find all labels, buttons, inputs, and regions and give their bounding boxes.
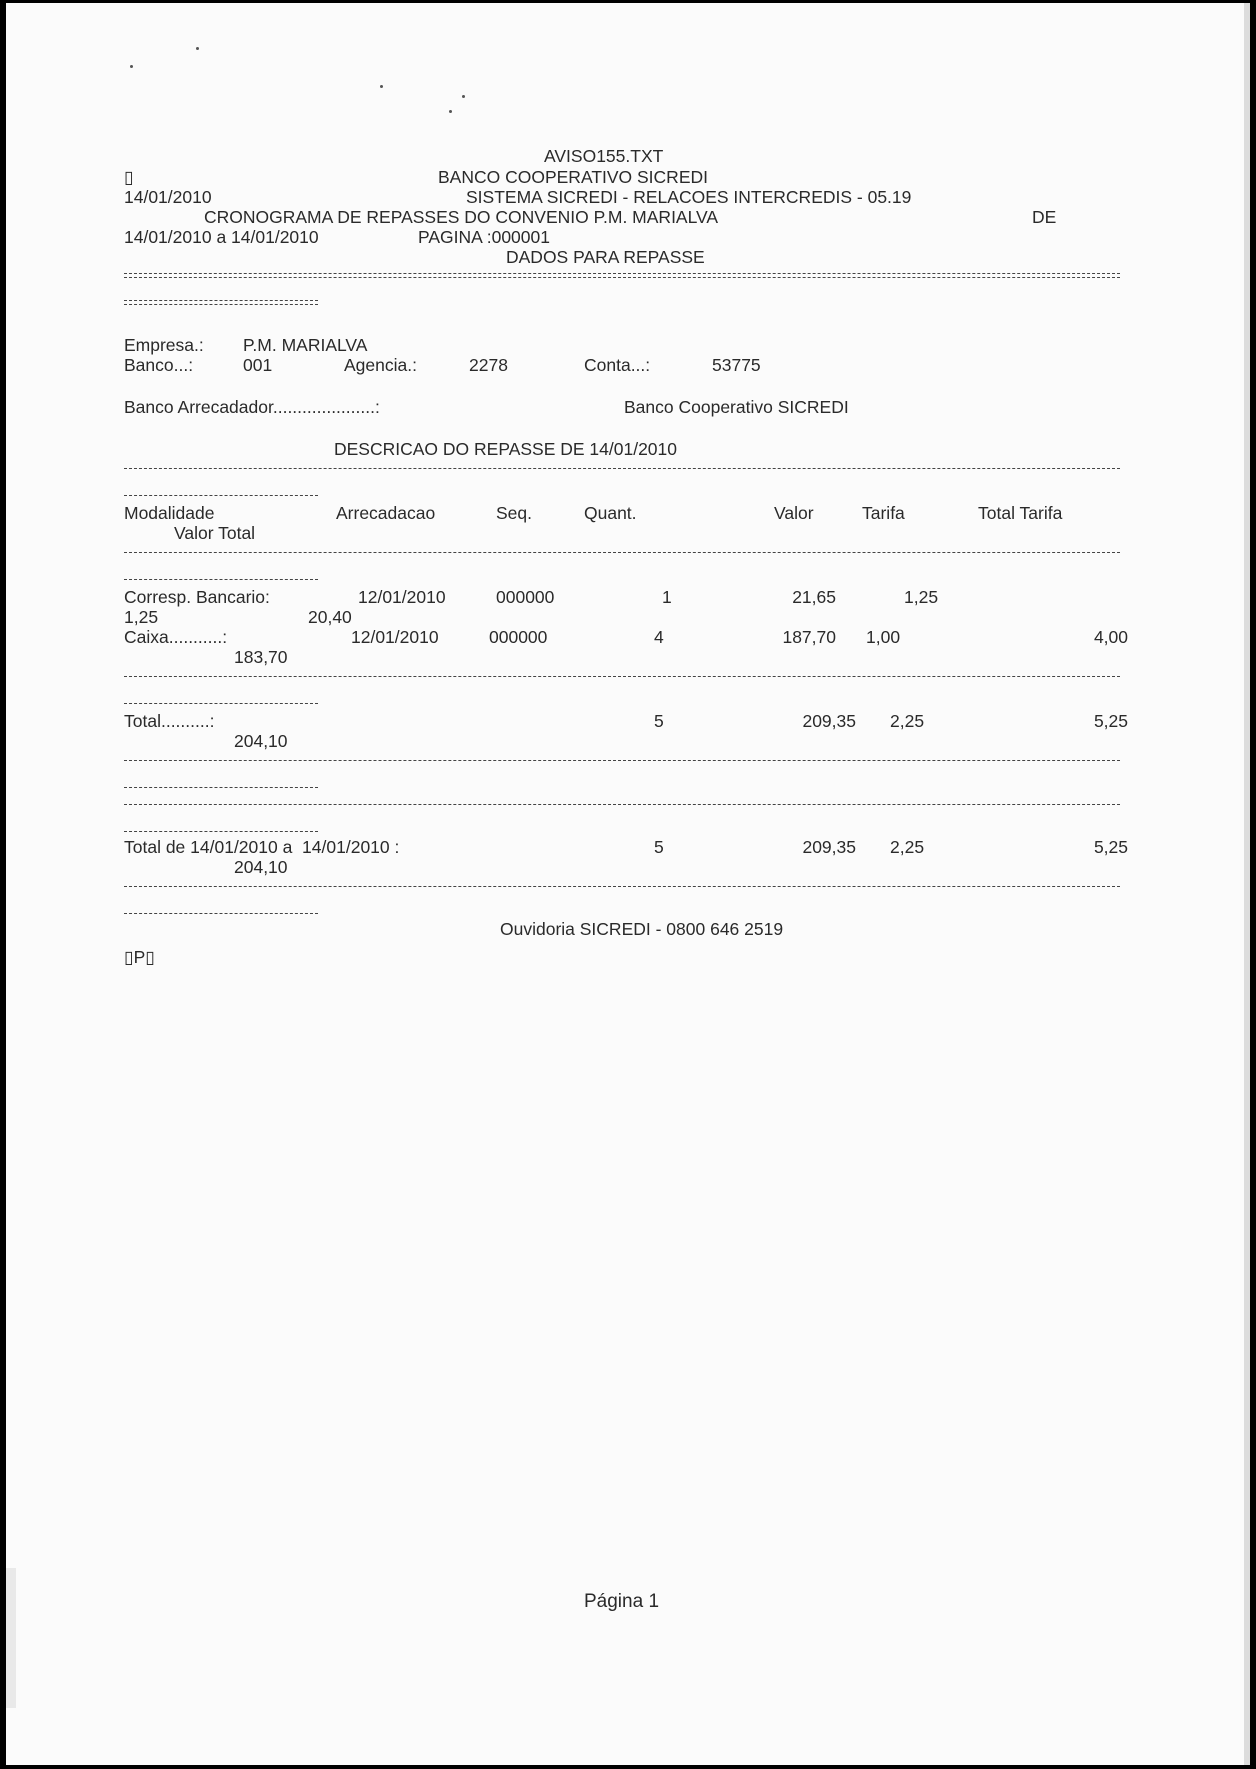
row-arrecadacao: 12/01/2010: [351, 627, 439, 647]
dash-rule: [124, 760, 1120, 761]
report-period: 14/01/2010 a 14/01/2010: [124, 227, 319, 247]
banco-label: Banco...:: [124, 355, 194, 375]
report-date: 14/01/2010: [124, 187, 212, 207]
row-modalidade: Corresp. Bancario:: [124, 587, 270, 607]
row-seq: 000000: [496, 587, 555, 607]
dash-rule: [124, 468, 1120, 469]
page-footer: Página 1: [584, 1591, 660, 1612]
dash-rule-cont: [124, 913, 318, 914]
empresa-value: P.M. MARIALVA: [243, 335, 368, 355]
agencia-value: 2278: [469, 355, 508, 375]
row-arrecadacao: 12/01/2010: [358, 587, 446, 607]
schedule-title: CRONOGRAMA DE REPASSES DO CONVENIO P.M. MARIALVA: [204, 207, 719, 227]
row-seq: 000000: [489, 627, 548, 647]
dash-rule: [124, 804, 1120, 805]
dash-rule-cont: [124, 787, 318, 788]
description-title: DESCRICAO DO REPASSE DE 14/01/2010: [334, 439, 678, 459]
double-rule: [124, 273, 1120, 280]
scan-speck: [196, 47, 199, 50]
scan-speck: [462, 95, 465, 98]
scan-speck: [130, 65, 133, 68]
col-total-tarifa: Total Tarifa: [978, 503, 1063, 523]
col-arrecadacao: Arrecadacao: [336, 503, 436, 523]
dash-rule-cont: [124, 831, 318, 832]
dash-rule: [124, 552, 1120, 553]
dash-rule: [124, 676, 1120, 677]
col-valor: Valor: [774, 503, 814, 523]
banco-value: 001: [243, 355, 273, 375]
row-quant: 1: [662, 587, 672, 607]
paper-fold-mark: [6, 1568, 16, 1708]
arrecadador-value: Banco Cooperativo SICREDI: [624, 397, 849, 417]
col-modalidade: Modalidade: [124, 503, 215, 523]
period-total-valor-total: 204,10: [234, 857, 288, 877]
dash-rule-cont: [124, 703, 318, 704]
section-title: DADOS PARA REPASSE: [506, 247, 705, 267]
total-valor-total: 204,10: [234, 731, 288, 751]
paper-edge-shadow: [1244, 3, 1250, 1765]
dash-rule: [124, 886, 1120, 887]
total-label: Total..........:: [124, 711, 215, 731]
row-quant: 4: [654, 627, 664, 647]
schedule-de: DE: [1032, 207, 1057, 227]
col-valor-total: Valor Total: [174, 523, 256, 543]
col-seq: Seq.: [496, 503, 532, 523]
row-valor-total: 20,40: [308, 607, 352, 627]
arrecadador-label: Banco Arrecadador.....................:: [124, 397, 380, 417]
bank-title: BANCO COOPERATIVO SICREDI: [438, 167, 708, 187]
total-quant: 5: [654, 711, 664, 731]
total-valor: 209,35: [802, 711, 856, 731]
conta-value: 53775: [712, 355, 761, 375]
col-quant: Quant.: [584, 503, 637, 523]
total-tarifa: 2,25: [890, 711, 925, 731]
col-tarifa: Tarifa: [862, 503, 905, 523]
row-valor: 187,70: [782, 627, 836, 647]
filename: AVISO155.TXT: [544, 146, 664, 166]
row-total-tarifa: 1,25: [124, 607, 159, 627]
row-valor-total: 183,70: [234, 647, 288, 667]
scan-speck: [449, 110, 452, 113]
double-rule-cont: [124, 300, 318, 307]
page-number: PAGINA :000001: [418, 227, 550, 247]
period-total-quant: 5: [654, 837, 664, 857]
system-title: SISTEMA SICREDI - RELACOES INTERCREDIS - 05.19: [466, 187, 912, 207]
row-tarifa: 1,25: [904, 587, 939, 607]
row-total-tarifa: 4,00: [1093, 627, 1128, 647]
empresa-label: Empresa.:: [124, 335, 204, 355]
conta-label: Conta...:: [584, 355, 651, 375]
total-total-tarifa: 5,25: [1093, 711, 1128, 731]
agencia-label: Agencia.:: [344, 355, 417, 375]
row-valor: 21,65: [792, 587, 836, 607]
row-modalidade: Caixa...........:: [124, 627, 228, 647]
document-page: [6, 3, 1250, 1765]
period-total-label: Total de 14/01/2010 a 14/01/2010 :: [124, 837, 400, 857]
period-total-valor: 209,35: [802, 837, 856, 857]
period-total-total-tarifa: 5,25: [1093, 837, 1128, 857]
row-tarifa: 1,00: [866, 627, 901, 647]
dash-rule-cont: [124, 579, 318, 580]
control-glyph: ▯: [124, 167, 134, 187]
dash-rule-cont: [124, 495, 318, 496]
trailer-glyphs: ▯P▯: [124, 947, 155, 967]
ouvidoria-contact: Ouvidoria SICREDI - 0800 646 2519: [500, 919, 784, 939]
scan-speck: [380, 85, 383, 88]
period-total-tarifa: 2,25: [890, 837, 925, 857]
